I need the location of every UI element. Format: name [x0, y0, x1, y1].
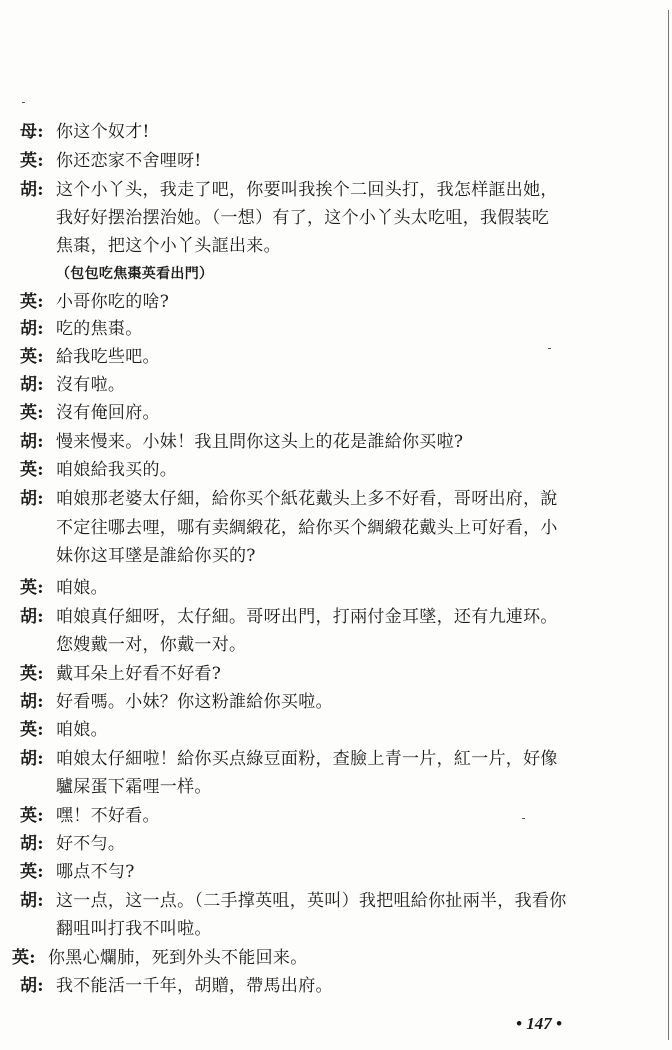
speaker-label: 英:	[12, 948, 36, 968]
page-number: • 147 •	[516, 1014, 562, 1033]
dialogue-text: 給我吃些吧。	[56, 347, 160, 367]
speaker-label: 胡:	[20, 432, 44, 452]
dialogue-text: 妹你这耳墜是誰給你买的?	[56, 546, 256, 566]
dialogue-text: 咱娘。	[56, 578, 108, 598]
dialogue-continuation	[56, 208, 549, 228]
dialogue-text: 好看嗎。小妹？你这粉誰給你买啦。	[56, 692, 333, 712]
dialogue-text: 戴耳朵上好看不好看?	[56, 664, 222, 684]
dialogue-line	[20, 664, 221, 684]
dialogue-line	[20, 489, 558, 509]
dialogue-text: 驢屎蛋下霜哩一样。	[56, 777, 212, 797]
dialogue-continuation	[56, 919, 212, 939]
dialogue-text: 好不勻。	[56, 834, 126, 854]
speaker-label: 英:	[20, 664, 44, 684]
dialogue-line	[20, 720, 108, 740]
dust-speck	[548, 348, 551, 349]
dialogue-text: 沒有啦。	[56, 375, 126, 395]
dialogue-line	[20, 292, 169, 312]
dialogue-text: 我好好摆治摆治她。（一想）有了，这个小丫头太吃咀，我假装吃	[56, 208, 550, 228]
dialogue-text: 咱娘那老婆太仔細，給你买个紙花戴头上多不好看，哥呀出府，說	[56, 489, 558, 509]
dialogue-text: 沒有俺回府。	[56, 403, 160, 423]
dust-speck	[522, 818, 525, 819]
speaker-label: 胡:	[20, 319, 44, 339]
dialogue-continuation	[56, 777, 212, 797]
dialogue-continuation	[56, 236, 281, 256]
speaker-label: 胡:	[20, 891, 44, 911]
dialogue-line	[20, 862, 135, 882]
dialogue-text: 慢来慢来。小妹！我且問你这头上的花是誰給你买啦?	[56, 432, 464, 452]
dialogue-line	[20, 347, 160, 367]
dialogue-continuation	[56, 635, 246, 655]
dialogue-line	[12, 948, 308, 968]
speaker-label: 英:	[20, 347, 44, 367]
dialogue-text: 你还恋家不舍哩呀!	[56, 151, 202, 171]
dialogue-text: 嘿！不好看。	[56, 806, 160, 826]
dialogue-line	[20, 403, 160, 423]
dialogue-text: 哪点不勻?	[56, 862, 135, 882]
dialogue-line	[20, 319, 143, 339]
dialogue-line	[20, 375, 125, 395]
dialogue-continuation	[56, 518, 558, 538]
speaker-label: 胡:	[20, 489, 44, 509]
dialogue-text: 小哥你吃的啥?	[56, 292, 170, 312]
dialogue-text: 您嫂戴一对，你戴一对。	[56, 635, 247, 655]
dialogue-continuation	[56, 546, 256, 566]
dialogue-text: 你黑心爛肺，死到外头不能回来。	[48, 948, 308, 968]
stage-direction	[56, 264, 213, 284]
speaker-label: 胡:	[20, 180, 44, 200]
speaker-label: 胡:	[20, 692, 44, 712]
dialogue-text: 吃的焦棗。	[56, 319, 143, 339]
dialogue-line	[20, 607, 558, 627]
stage-direction-text: （包包吃焦棗英看出門）	[56, 266, 214, 282]
dialogue-text: 咱娘太仔細啦！給你买点綠豆面粉，查臉上青一片，紅一片，好像	[56, 749, 558, 769]
speaker-label: 胡:	[20, 834, 44, 854]
speaker-label: 胡:	[20, 375, 44, 395]
dialogue-line	[20, 432, 463, 452]
page-edge-line	[668, 10, 669, 1040]
dialogue-text: 我不能活一千年，胡贈，帶馬出府。	[56, 976, 333, 996]
dialogue-line	[20, 122, 150, 142]
speaker-label: 英:	[20, 151, 44, 171]
speaker-label: 英:	[20, 806, 44, 826]
dialogue-line	[20, 460, 177, 480]
speaker-label: 胡:	[20, 976, 44, 996]
dialogue-line	[20, 692, 333, 712]
speaker-label: 英:	[20, 403, 44, 423]
speaker-label: 英:	[20, 292, 44, 312]
dialogue-text: 这个小丫头，我走了吧，你要叫我挨个二回头打，我怎样誆出她，	[56, 180, 558, 200]
dialogue-text: 你这个奴才!	[56, 122, 150, 142]
speaker-label: 母:	[20, 122, 44, 142]
speaker-label: 英:	[20, 862, 44, 882]
dialogue-text: 翻咀叫打我不叫啦。	[56, 919, 212, 939]
dialogue-text: 焦棗，把这个小丫头誆出来。	[56, 236, 281, 256]
dialogue-text: 这一点，这一点。（二手撑英咀，英叫）我把咀給你扯兩半，我看你	[56, 891, 567, 911]
dialogue-text: 咱娘真仔細呀，太仔細。哥呀出門，打兩付金耳墜，还有九連环。	[56, 607, 558, 627]
dialogue-line	[20, 749, 558, 769]
dialogue-line	[20, 976, 333, 996]
speaker-label: 胡:	[20, 607, 44, 627]
dialogue-line	[20, 834, 125, 854]
speaker-label: 英:	[20, 720, 44, 740]
dialogue-line	[20, 578, 108, 598]
speaker-label: 英:	[20, 578, 44, 598]
speaker-label: 英:	[20, 460, 44, 480]
dialogue-text: 咱娘給我买的。	[56, 460, 178, 480]
dialogue-line	[20, 180, 558, 200]
dialogue-line	[20, 891, 567, 911]
dialogue-line	[20, 806, 160, 826]
dialogue-line	[20, 151, 202, 171]
dust-speck	[22, 102, 25, 103]
dialogue-text: 不定往哪去哩，哪有卖綢緞花，給你买个綢緞花戴头上可好看，小	[56, 518, 558, 538]
speaker-label: 胡:	[20, 749, 44, 769]
dialogue-text: 咱娘。	[56, 720, 108, 740]
